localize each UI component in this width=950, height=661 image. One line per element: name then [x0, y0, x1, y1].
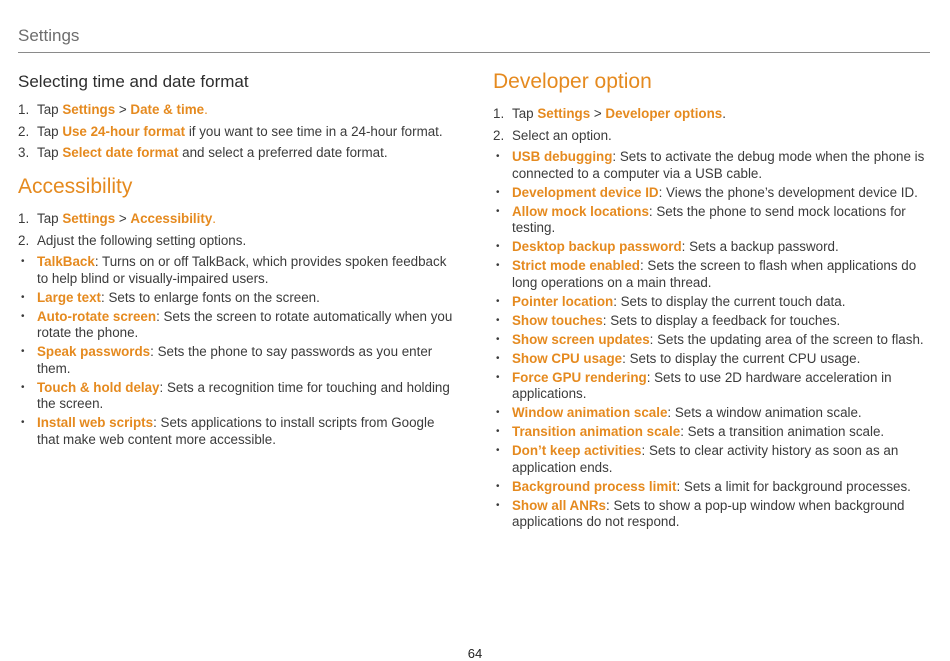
dev-step-2: 2. Select an option. [493, 127, 612, 143]
list-item [18, 290, 458, 307]
bullet-icon: • [496, 371, 500, 383]
option-description: : Turns on or off TalkBack, which provides spoken feedback to help blind or visually-impaired users. [37, 254, 447, 286]
option-term: Background process limit [512, 478, 677, 494]
list-item [493, 370, 933, 403]
bullet-icon: • [496, 295, 500, 307]
developer-options-link: Developer options [605, 106, 723, 121]
bullet-icon: • [496, 186, 500, 198]
list-item [18, 380, 458, 413]
bullet-icon: • [21, 417, 25, 429]
bullet-icon: • [21, 256, 25, 267]
time-date-steps [18, 102, 458, 161]
bullet-icon: • [21, 346, 25, 358]
time-step-3: 3. Tap Select date format and select a preferred date format. [18, 145, 388, 160]
option-description: : Sets the screen to flash when applications do long operations on a main thread. [512, 258, 917, 290]
option-term: TalkBack [37, 254, 95, 269]
list-item [493, 239, 933, 256]
option-term: Speak passwords [37, 344, 151, 360]
list-item [18, 309, 458, 342]
bullet-icon: • [21, 310, 25, 322]
bullet-icon: • [496, 499, 500, 511]
list-item [493, 313, 933, 330]
time-step-1: 1. Tap Settings > Date & time. [18, 102, 208, 117]
option-term: Large text [37, 289, 101, 305]
option-term: Show CPU usage [512, 350, 623, 366]
option-description: : Sets to activate the debug mode when the phone is connected to a computer via a USB cable. [512, 149, 925, 181]
option-term: Strict mode enabled [512, 258, 640, 274]
option-description: : Sets a window animation scale. [667, 405, 862, 421]
option-description: : Sets a recognition time for touching and holding the screen. [37, 379, 450, 412]
option-description: : Sets the updating area of the screen to flash. [649, 331, 924, 347]
option-description: : Sets applications to install scripts from Google that make web content more accessible. [37, 415, 435, 447]
option-description: : Views the phone’s development device ID. [658, 184, 918, 200]
list-item [493, 424, 933, 441]
left-column [18, 70, 458, 451]
accessibility-options-list [18, 254, 458, 448]
option-term: USB debugging [512, 149, 613, 164]
list-item [493, 185, 933, 202]
bullet-icon: • [496, 260, 500, 272]
list-item [18, 415, 458, 448]
option-term: Desktop backup password [512, 239, 682, 255]
acc-step-1: 1. Tap Settings > Accessibility. [18, 211, 217, 226]
accessibility-heading: Accessibility [18, 175, 133, 198]
option-term: Install web scripts [37, 415, 154, 431]
option-term: Development device ID [512, 184, 659, 200]
right-column [493, 70, 933, 533]
time-date-heading: Selecting time and date format [18, 72, 249, 91]
list-item [493, 258, 933, 291]
bullet-icon: • [21, 291, 25, 303]
option-description: : Sets the screen to rotate automatically when you rotate the phone. [37, 308, 453, 341]
list-item [18, 254, 458, 287]
option-description: : Sets the phone to say passwords as you enter them. [37, 344, 433, 376]
bullet-icon: • [496, 205, 500, 217]
developer-option-heading: Developer option [493, 70, 652, 93]
settings-link: Settings [62, 102, 116, 117]
settings-link: Settings [62, 211, 116, 226]
list-item [493, 498, 933, 531]
list-item [493, 332, 933, 349]
acc-step-2: 2. Adjust the following setting options. [18, 232, 247, 248]
time-step-2: 2. Tap Use 24-hour format if you want to see time in a 24-hour format. [18, 123, 443, 139]
option-term: Auto-rotate screen [37, 308, 157, 324]
bullet-icon: • [496, 407, 500, 419]
option-description: : Sets to show a pop-up window when background applications do not respond. [512, 497, 905, 530]
accessibility-link: Accessibility [130, 211, 213, 226]
use-24-hour-link: Use 24-hour format [62, 123, 186, 139]
list-item [493, 204, 933, 237]
option-description: : Sets the phone to send mock locations for testing. [512, 203, 906, 236]
option-description: : Sets to display the current touch data. [613, 293, 846, 309]
dev-step-1: 1. Tap Settings > Developer options. [493, 106, 726, 121]
option-term: Show all ANRs [512, 497, 606, 513]
bullet-icon: • [496, 445, 500, 457]
option-description: : Sets a limit for background processes. [676, 478, 911, 494]
page-header: Settings [18, 26, 930, 53]
list-item [493, 149, 933, 182]
option-term: Pointer location [512, 293, 614, 309]
bullet-icon: • [21, 381, 25, 393]
list-item [493, 351, 933, 368]
option-term: Window animation scale [512, 405, 668, 421]
option-description: : Sets to clear activity history as soon as an application ends. [512, 443, 899, 475]
date-time-link: Date & time [130, 102, 205, 117]
option-term: Force GPU rendering [512, 369, 647, 385]
option-description: : Sets a transition animation scale. [680, 424, 885, 440]
option-term: Show screen updates [512, 331, 650, 347]
list-item [493, 479, 933, 496]
developer-options-list [493, 149, 933, 531]
option-description: : Sets a backup password. [681, 239, 839, 255]
option-term: Don’t keep activities [512, 443, 642, 459]
option-term: Transition animation scale [512, 424, 681, 440]
option-term: Show touches [512, 312, 603, 328]
bullet-icon: • [496, 333, 500, 345]
bullet-icon: • [496, 241, 500, 253]
bullet-icon: • [496, 151, 500, 162]
bullet-icon: • [496, 314, 500, 326]
settings-link: Settings [537, 106, 591, 121]
list-item [493, 443, 933, 476]
option-description: : Sets to display the current CPU usage. [622, 350, 861, 366]
option-term: Allow mock locations [512, 203, 649, 219]
page-number: 64 [467, 646, 483, 661]
bullet-icon: • [496, 480, 500, 492]
select-date-format-link: Select date format [62, 145, 179, 160]
option-term: Touch & hold delay [37, 379, 160, 395]
option-description: : Sets to use 2D hardware acceleration in applications. [512, 369, 892, 402]
list-item [493, 294, 933, 311]
list-item [18, 344, 458, 377]
list-item [493, 405, 933, 422]
bullet-icon: • [496, 426, 500, 438]
option-description: : Sets to enlarge fonts on the screen. [101, 289, 320, 305]
option-description: : Sets to display a feedback for touches. [602, 312, 841, 328]
bullet-icon: • [496, 352, 500, 364]
